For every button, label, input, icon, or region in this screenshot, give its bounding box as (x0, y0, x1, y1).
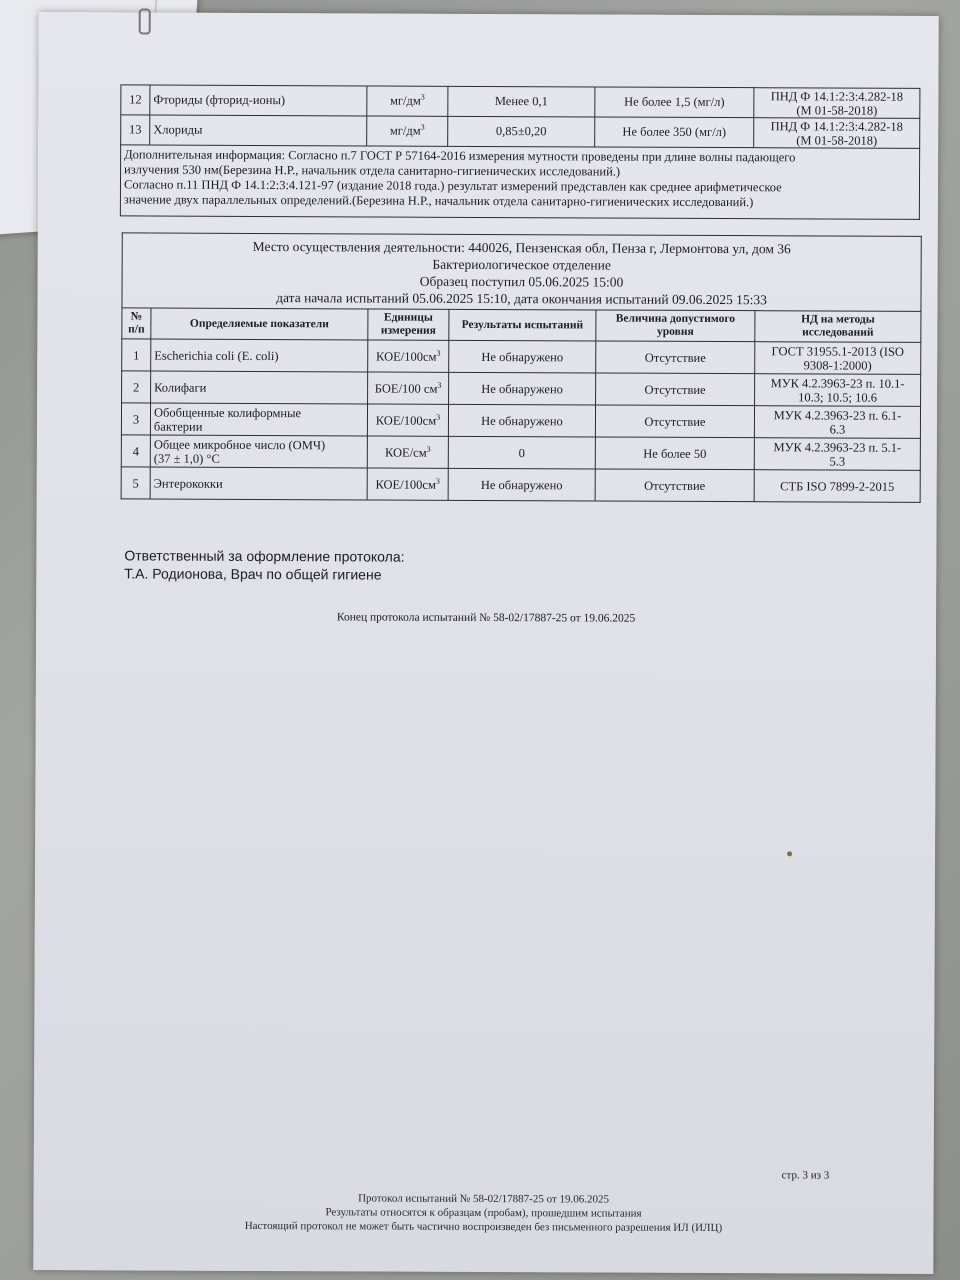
permissible-level: Не более 1,5 (мг/л) (595, 87, 754, 118)
unit: КОЕ/100см (375, 477, 436, 492)
method-line: ПНД Ф 14.1:2:3:4.282-18 (770, 118, 903, 134)
method-cell (754, 470, 920, 503)
method-cell (754, 88, 920, 119)
header-line: Величина допустимого (615, 312, 736, 326)
name-line: Общее микробное число (ОМЧ) (153, 437, 326, 452)
test-result: Не обнаружено (448, 404, 595, 437)
responsible-person (124, 546, 404, 583)
additional-info-row (120, 145, 919, 219)
header-method (755, 311, 921, 343)
table-row (121, 403, 920, 438)
method-line: СТБ ISO 7899-2-2015 (780, 478, 895, 494)
unit-exponent: 3 (437, 380, 442, 390)
name-line: (37 ± 1,0) °С (153, 451, 220, 466)
method-line: 5.3 (829, 453, 846, 469)
method-line: ГОСТ 31955.1-2013 (ISO (771, 343, 905, 359)
row-number: 5 (121, 467, 150, 499)
indicator-name (151, 371, 368, 404)
info-line: Согласно п.11 ПНД Ф 14.1:2:3:4.121-97 (издание 2018 года.) результат измерений представлен как среднее арифметическое (123, 177, 782, 195)
method-cell (755, 374, 921, 407)
table-row (122, 339, 921, 374)
row-number: 1 (122, 339, 151, 371)
indicator-name: Фториды (фторид-ионы) (150, 85, 367, 116)
header-limit (596, 310, 755, 342)
footer-line: Протокол испытаний № 58-02/17887-25 от 19.06.2025 (358, 1192, 610, 1206)
row-number: 13 (121, 115, 150, 145)
info-line: Дополнительная информация: Согласно п.7 ГОСТ Р 57164-2016 измерения мутности проведены при длине волны падающего (124, 147, 796, 165)
method-cell (754, 118, 920, 149)
protocol-end-note: Конец протокола испытаний № 58-02/17887-25 от 19.06.2025 (336, 611, 636, 625)
header-line: № (130, 310, 143, 323)
unit-cell (367, 116, 448, 146)
stain-mark (787, 851, 792, 856)
footer-line: Результаты относятся к образцам (пробам), прошедшим испытания (325, 1206, 642, 1220)
indicator-name (151, 339, 368, 372)
test-result: Не обнаружено (448, 468, 595, 501)
method-line: 9308-1:2000) (803, 357, 872, 373)
row-number: 3 (121, 403, 150, 435)
method-cell (755, 342, 921, 375)
table-row (122, 371, 921, 406)
test-result: Менее 0,1 (448, 86, 595, 117)
responsible-label: Ответственный за оформление протокола: (124, 547, 405, 565)
info-line: излучения 530 нм(Березина Н.Р., начальник отдела санитарно-гигиенических исследований.) (124, 162, 621, 179)
row-number: 4 (121, 435, 150, 467)
method-line: 10.3; 10.5; 10.6 (798, 389, 878, 405)
table-row (121, 115, 920, 148)
method-line: ПНД Ф 14.1:2:3:4.282-18 (770, 88, 904, 104)
method-line: МУК 4.2.3963-23 п. 6.1- (773, 407, 902, 423)
unit-cell (367, 436, 448, 468)
header-line: измерения (380, 324, 436, 337)
page-number: стр. 3 из 3 (781, 1169, 830, 1182)
activity-place: Место осуществления деятельности: 440026, Пензенская обл, Пенза г, Лермонтова ул, дом 36 (252, 238, 791, 257)
header-line: НД на методы (801, 313, 875, 326)
footer-line: Настоящий протокол не может быть частично воспроизведен без письменного разрешения ИЛ (ИЛЦ) (244, 1219, 723, 1235)
unit-exponent: 3 (436, 412, 441, 422)
unit: КОЕ/см (384, 445, 427, 460)
indicator-name (150, 403, 367, 436)
unit-cell (367, 468, 448, 500)
sample-received: Образец поступил 05.06.2025 15:00 (419, 273, 624, 290)
name-line: Обобщенные колиформные (153, 405, 302, 420)
indicator-name (150, 435, 367, 468)
unit-exponent: 3 (420, 92, 425, 102)
header-line: Единицы (383, 311, 433, 324)
unit-exponent: 3 (426, 444, 431, 454)
header-result: Результаты испытаний (449, 309, 596, 341)
test-dates: дата начала испытаний 05.06.2025 15:10, дата окончания испытаний 09.06.2025 15:33 (276, 290, 767, 308)
unit-exponent: 3 (435, 476, 440, 486)
page-footer (33, 1190, 933, 1236)
test-result: Не обнаружено (449, 372, 596, 405)
department-name: Бактериологическое отделение (432, 256, 611, 273)
section-header-row (122, 233, 921, 311)
method-line: (М 01-58-2018) (796, 102, 878, 118)
row-number: 2 (122, 371, 151, 403)
column-headers (122, 308, 921, 342)
name-line: бактерии (153, 419, 203, 434)
permissible-level: Отсутствие (595, 469, 754, 502)
header-line: уровня (656, 325, 694, 338)
unit: КОЕ/100см (376, 349, 437, 364)
name-line: Escherichia coli (E. coli) (154, 348, 279, 363)
unit: КОЕ/100см (375, 413, 437, 428)
name-line: Энтерококки (153, 476, 223, 491)
section-header (122, 233, 921, 311)
permissible-level: Отсутствие (595, 405, 754, 438)
method-line: (М 01-58-2018) (796, 132, 878, 148)
document-page (33, 12, 938, 1274)
method-line: МУК 4.2.3963-23 п. 5.1- (773, 439, 902, 455)
header-number (122, 308, 151, 339)
permissible-level: Не более 50 (595, 437, 754, 470)
bacteriology-results-table (121, 232, 922, 502)
unit: БОЕ/100 см (374, 381, 438, 396)
method-line: 6.3 (829, 421, 846, 437)
unit-cell (367, 404, 448, 436)
unit-cell (367, 86, 448, 116)
name-line: Колифаги (154, 380, 207, 395)
permissible-level: Отсутствие (596, 341, 755, 374)
unit-exponent: 3 (436, 348, 441, 358)
responsible-name: Т.А. Родионова, Врач по общей гигиене (124, 565, 382, 583)
table-row (121, 435, 920, 470)
method-cell (754, 438, 920, 471)
method-cell (754, 406, 920, 439)
test-result: 0 (448, 436, 595, 469)
unit-cell (368, 372, 449, 404)
test-result: Не обнаружено (449, 340, 596, 373)
permissible-level: Отсутствие (596, 373, 755, 406)
header-line: исследований (802, 326, 874, 339)
row-number: 12 (121, 85, 150, 115)
paper-clip-icon (139, 8, 151, 34)
info-line: значение двух параллельных определений.(Березина Н.Р., начальник отдела санитарно-гигиенических исследований.) (123, 192, 754, 210)
chemistry-results-table (120, 84, 921, 219)
unit: мг/дм (389, 123, 421, 138)
unit-exponent: 3 (420, 122, 425, 132)
indicator-name: Хлориды (150, 115, 367, 146)
method-line: МУК 4.2.3963-23 п. 10.1- (770, 375, 905, 391)
table-row (121, 467, 920, 502)
table-row (121, 85, 920, 118)
additional-info (120, 145, 919, 219)
permissible-level: Не более 350 (мг/л) (595, 117, 754, 148)
unit: мг/дм (389, 93, 421, 108)
header-line: п/п (128, 323, 145, 336)
header-indicator: Определяемые показатели (151, 308, 368, 340)
indicator-name (150, 467, 367, 500)
header-unit (368, 309, 449, 340)
unit-cell (368, 340, 449, 372)
test-result: 0,85±0,20 (448, 116, 595, 147)
